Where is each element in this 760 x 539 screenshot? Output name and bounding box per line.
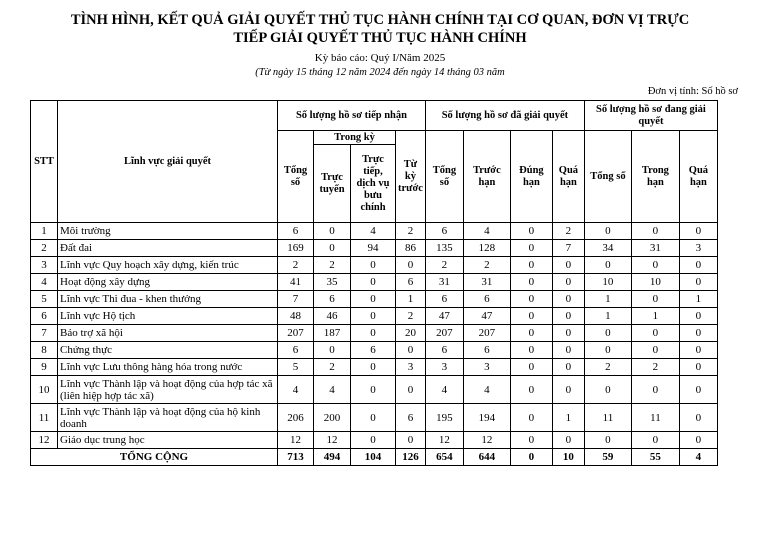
row-value: 6 xyxy=(425,291,463,308)
header-prev-period: Từ kỳ trước xyxy=(396,131,426,223)
total-row xyxy=(31,449,718,466)
row-value: 2 xyxy=(314,359,351,376)
row-value: 0 xyxy=(510,342,552,359)
row-value: 34 xyxy=(584,240,631,257)
header-online: Trực tuyến xyxy=(314,145,351,223)
row-field: Lĩnh vực Thi đua - khen thưởng xyxy=(58,291,278,308)
row-value: 0 xyxy=(510,325,552,342)
row-stt: 2 xyxy=(31,240,58,257)
row-value: 6 xyxy=(396,404,426,432)
row-value: 0 xyxy=(631,291,679,308)
row-value: 128 xyxy=(463,240,510,257)
unit-label: Đơn vị tính: Số hồ sơ xyxy=(647,86,738,97)
row-value: 0 xyxy=(584,342,631,359)
row-field: Bảo trợ xã hội xyxy=(58,325,278,342)
row-value: 135 xyxy=(425,240,463,257)
table-row xyxy=(31,274,718,291)
row-stt: 12 xyxy=(31,432,58,449)
header-within: Trong hạn xyxy=(631,131,679,223)
row-stt: 5 xyxy=(31,291,58,308)
row-value: 207 xyxy=(463,325,510,342)
row-value: 0 xyxy=(314,240,351,257)
row-value: 0 xyxy=(679,257,717,274)
row-value: 0 xyxy=(584,432,631,449)
row-value: 195 xyxy=(425,404,463,432)
row-value: 41 xyxy=(278,274,314,291)
row-stt: 7 xyxy=(31,325,58,342)
row-value: 6 xyxy=(278,223,314,240)
header-stt: STT xyxy=(31,101,58,223)
row-stt: 4 xyxy=(31,274,58,291)
row-stt: 10 xyxy=(31,376,58,404)
row-value: 31 xyxy=(463,274,510,291)
row-value: 0 xyxy=(584,223,631,240)
row-value: 2 xyxy=(396,308,426,325)
row-value: 12 xyxy=(314,432,351,449)
row-value: 1 xyxy=(631,308,679,325)
row-value: 0 xyxy=(584,376,631,404)
row-value: 6 xyxy=(463,342,510,359)
total-value: 494 xyxy=(314,449,351,466)
row-value: 12 xyxy=(425,432,463,449)
row-value: 0 xyxy=(679,308,717,325)
row-value: 0 xyxy=(510,274,552,291)
row-value: 7 xyxy=(278,291,314,308)
row-value: 0 xyxy=(631,257,679,274)
row-value: 206 xyxy=(278,404,314,432)
row-value: 11 xyxy=(584,404,631,432)
row-value: 0 xyxy=(396,257,426,274)
row-value: 0 xyxy=(631,342,679,359)
row-value: 0 xyxy=(351,359,396,376)
total-value: 713 xyxy=(278,449,314,466)
total-value: 654 xyxy=(425,449,463,466)
row-value: 10 xyxy=(631,274,679,291)
row-value: 3 xyxy=(679,240,717,257)
row-value: 0 xyxy=(351,257,396,274)
row-value: 0 xyxy=(510,432,552,449)
row-value: 6 xyxy=(351,342,396,359)
row-value: 11 xyxy=(631,404,679,432)
row-value: 0 xyxy=(351,308,396,325)
row-value: 0 xyxy=(510,404,552,432)
row-value: 2 xyxy=(552,223,584,240)
row-value: 6 xyxy=(425,342,463,359)
row-field: Lĩnh vực Thành lập và hoạt động của hợp tác xã (liên hiệp hợp tác xã) xyxy=(58,376,278,404)
row-stt: 1 xyxy=(31,223,58,240)
row-value: 0 xyxy=(631,223,679,240)
row-value: 0 xyxy=(510,359,552,376)
row-value: 4 xyxy=(278,376,314,404)
row-field: Chứng thực xyxy=(58,342,278,359)
row-value: 86 xyxy=(396,240,426,257)
row-value: 10 xyxy=(584,274,631,291)
row-value: 1 xyxy=(552,404,584,432)
row-value: 0 xyxy=(510,223,552,240)
total-value: 4 xyxy=(679,449,717,466)
header-pending-late: Quá hạn xyxy=(679,131,717,223)
row-value: 5 xyxy=(278,359,314,376)
row-stt: 3 xyxy=(31,257,58,274)
row-value: 4 xyxy=(463,223,510,240)
row-value: 3 xyxy=(425,359,463,376)
row-value: 4 xyxy=(463,376,510,404)
row-value: 0 xyxy=(584,325,631,342)
total-value: 0 xyxy=(510,449,552,466)
header-received-total: Tổng số xyxy=(278,131,314,223)
row-value: 0 xyxy=(679,376,717,404)
row-value: 0 xyxy=(679,325,717,342)
row-value: 2 xyxy=(463,257,510,274)
header-late: Quá hạn xyxy=(552,131,584,223)
row-value: 6 xyxy=(314,291,351,308)
row-value: 35 xyxy=(314,274,351,291)
header-field: Lĩnh vực giải quyết xyxy=(58,101,278,223)
report-period: Kỳ báo cáo: Quý I/Năm 2025 xyxy=(314,52,446,64)
row-value: 0 xyxy=(351,432,396,449)
header-direct: Trực tiếp, dịch vụ bưu chính xyxy=(351,145,396,223)
header-in-period: Trong kỳ xyxy=(314,131,396,145)
row-value: 4 xyxy=(314,376,351,404)
row-value: 94 xyxy=(351,240,396,257)
total-label: TỔNG CỘNG xyxy=(31,449,278,466)
row-stt: 6 xyxy=(31,308,58,325)
row-value: 0 xyxy=(552,308,584,325)
table-row xyxy=(31,404,718,432)
row-value: 0 xyxy=(351,274,396,291)
header-early: Trước hạn xyxy=(463,131,510,223)
row-value: 2 xyxy=(396,223,426,240)
row-value: 1 xyxy=(584,308,631,325)
row-value: 0 xyxy=(584,257,631,274)
header-resolved-total: Tổng số xyxy=(425,131,463,223)
row-value: 0 xyxy=(552,432,584,449)
row-value: 3 xyxy=(396,359,426,376)
row-value: 2 xyxy=(278,257,314,274)
table-row xyxy=(31,342,718,359)
row-value: 0 xyxy=(679,359,717,376)
row-value: 169 xyxy=(278,240,314,257)
row-value: 2 xyxy=(314,257,351,274)
row-value: 6 xyxy=(396,274,426,291)
row-value: 0 xyxy=(396,376,426,404)
row-field: Đất đai xyxy=(58,240,278,257)
row-value: 47 xyxy=(463,308,510,325)
table-row xyxy=(31,291,718,308)
total-value: 126 xyxy=(396,449,426,466)
row-value: 0 xyxy=(552,274,584,291)
row-value: 0 xyxy=(510,291,552,308)
total-value: 59 xyxy=(584,449,631,466)
row-value: 7 xyxy=(552,240,584,257)
header-resolved: Số lượng hồ sơ đã giải quyết xyxy=(425,101,584,131)
header-received: Số lượng hồ sơ tiếp nhận xyxy=(278,101,426,131)
row-value: 0 xyxy=(552,257,584,274)
row-value: 0 xyxy=(396,432,426,449)
row-value: 207 xyxy=(278,325,314,342)
total-value: 104 xyxy=(351,449,396,466)
row-value: 0 xyxy=(314,342,351,359)
row-field: Lĩnh vực Quy hoạch xây dựng, kiến trúc xyxy=(58,257,278,274)
row-value: 2 xyxy=(584,359,631,376)
row-value: 47 xyxy=(425,308,463,325)
row-value: 0 xyxy=(631,376,679,404)
table-row xyxy=(31,308,718,325)
row-value: 31 xyxy=(631,240,679,257)
row-value: 0 xyxy=(679,432,717,449)
row-field: Lĩnh vực Hộ tịch xyxy=(58,308,278,325)
total-value: 10 xyxy=(552,449,584,466)
row-value: 0 xyxy=(679,223,717,240)
row-value: 0 xyxy=(510,257,552,274)
row-value: 1 xyxy=(679,291,717,308)
header-pending: Số lượng hồ sơ đang giải quyết xyxy=(584,101,717,131)
row-value: 0 xyxy=(552,342,584,359)
header-ontime: Đúng hạn xyxy=(510,131,552,223)
row-value: 12 xyxy=(278,432,314,449)
row-value: 0 xyxy=(679,274,717,291)
total-value: 644 xyxy=(463,449,510,466)
row-value: 3 xyxy=(463,359,510,376)
table-row xyxy=(31,325,718,342)
row-value: 0 xyxy=(552,291,584,308)
report-range: (Từ ngày 15 tháng 12 năm 2024 đến ngày 14 tháng 03 năm xyxy=(255,67,505,78)
row-value: 0 xyxy=(679,404,717,432)
row-field: Giáo dục trung học xyxy=(58,432,278,449)
row-value: 46 xyxy=(314,308,351,325)
row-value: 194 xyxy=(463,404,510,432)
row-value: 1 xyxy=(396,291,426,308)
row-value: 0 xyxy=(510,376,552,404)
row-stt: 9 xyxy=(31,359,58,376)
row-value: 0 xyxy=(314,223,351,240)
table-row xyxy=(31,257,718,274)
row-value: 0 xyxy=(510,308,552,325)
row-value: 4 xyxy=(425,376,463,404)
row-value: 0 xyxy=(552,325,584,342)
row-value: 31 xyxy=(425,274,463,291)
row-value: 0 xyxy=(351,291,396,308)
report-table xyxy=(30,100,718,466)
row-value: 0 xyxy=(631,432,679,449)
row-stt: 8 xyxy=(31,342,58,359)
row-value: 0 xyxy=(679,342,717,359)
row-field: Hoạt động xây dựng xyxy=(58,274,278,291)
table-row xyxy=(31,432,718,449)
row-value: 0 xyxy=(631,325,679,342)
row-value: 20 xyxy=(396,325,426,342)
row-value: 6 xyxy=(463,291,510,308)
report-title xyxy=(0,11,760,47)
row-value: 0 xyxy=(396,342,426,359)
row-value: 187 xyxy=(314,325,351,342)
table-row xyxy=(31,359,718,376)
row-value: 0 xyxy=(351,376,396,404)
row-value: 207 xyxy=(425,325,463,342)
table-row xyxy=(31,240,718,257)
row-value: 2 xyxy=(631,359,679,376)
total-value: 55 xyxy=(631,449,679,466)
table-row xyxy=(31,376,718,404)
row-value: 48 xyxy=(278,308,314,325)
row-value: 0 xyxy=(552,376,584,404)
table-row xyxy=(31,223,718,240)
row-value: 0 xyxy=(510,240,552,257)
row-value: 6 xyxy=(278,342,314,359)
title-line-1: TÌNH HÌNH, KẾT QUẢ GIẢI QUYẾT THỦ TỤC HÀNH CHÍNH TẠI CƠ QUAN, ĐƠN VỊ TRỰC xyxy=(70,12,690,28)
row-field: Lĩnh vực Lưu thông hàng hóa trong nước xyxy=(58,359,278,376)
title-line-2: TIẾP GIẢI QUYẾT THỦ TỤC HÀNH CHÍNH xyxy=(233,30,527,46)
row-value: 0 xyxy=(351,325,396,342)
row-value: 1 xyxy=(584,291,631,308)
row-value: 4 xyxy=(351,223,396,240)
row-value: 0 xyxy=(351,404,396,432)
row-field: Môi trường xyxy=(58,223,278,240)
row-value: 200 xyxy=(314,404,351,432)
row-value: 6 xyxy=(425,223,463,240)
row-value: 0 xyxy=(552,359,584,376)
row-value: 2 xyxy=(425,257,463,274)
row-value: 12 xyxy=(463,432,510,449)
row-field: Lĩnh vực Thành lập và hoạt động của hộ kinh doanh xyxy=(58,404,278,432)
row-stt: 11 xyxy=(31,404,58,432)
header-pending-total: Tổng số xyxy=(584,131,631,223)
